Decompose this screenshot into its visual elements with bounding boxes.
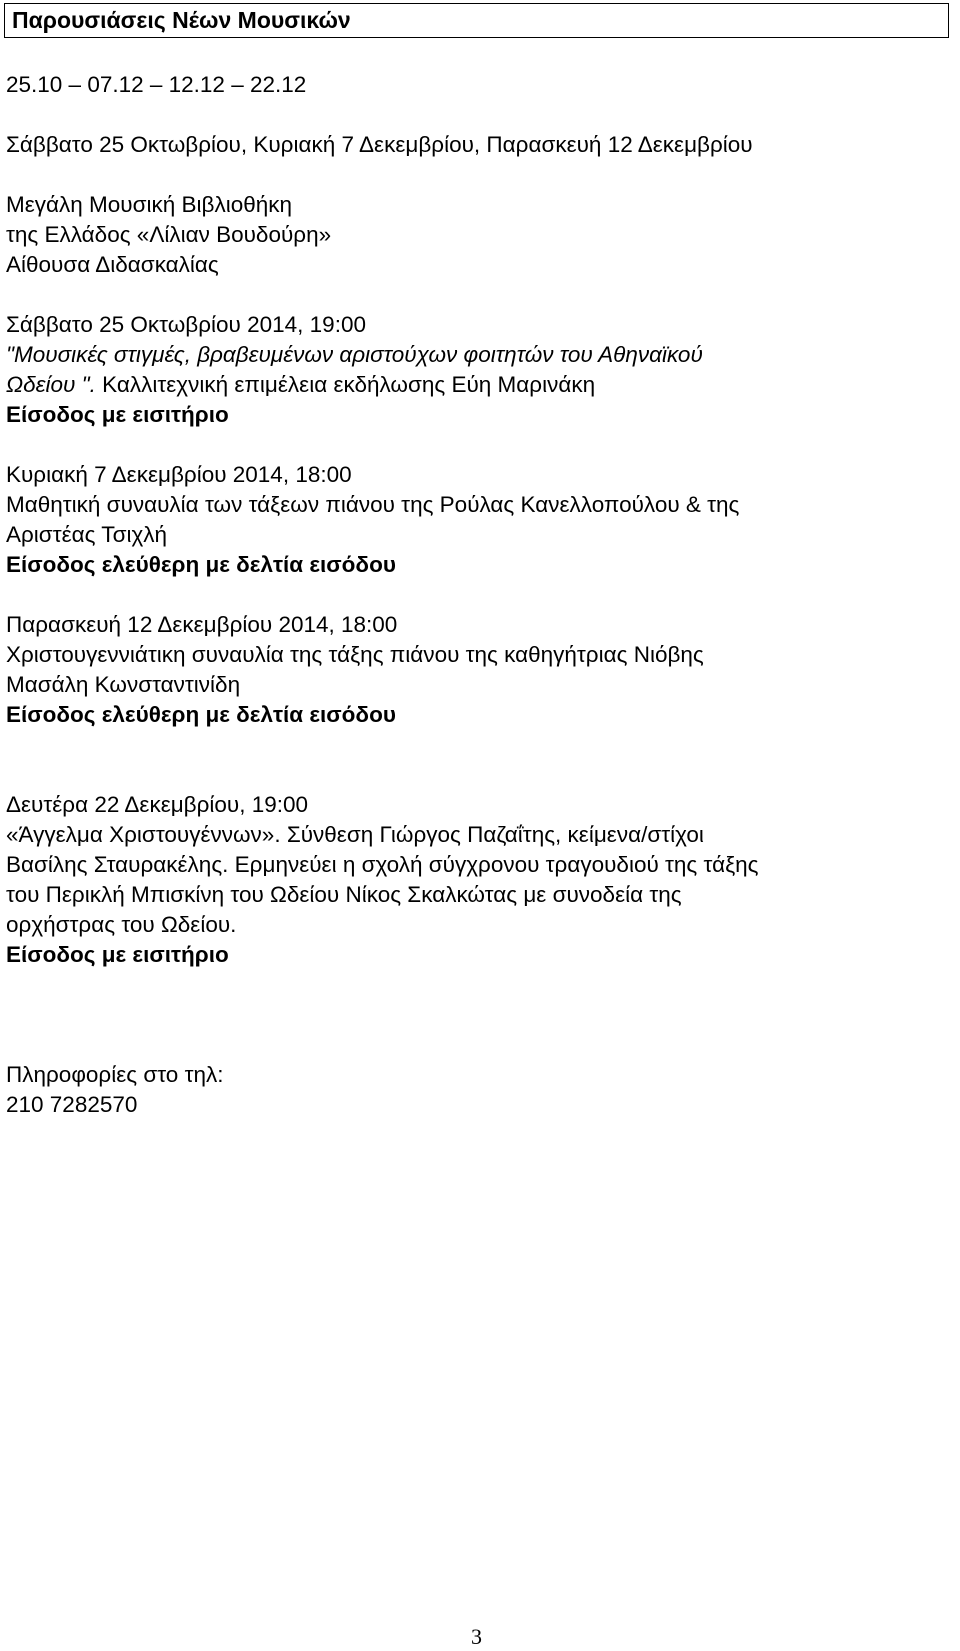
event-3-date: Παρασκευή 12 Δεκεμβρίου 2014, 18:00 [6,612,398,637]
dates-range: 25.10 – 07.12 – 12.12 – 22.12 [6,72,307,97]
info-block [6,1060,954,1120]
event-1 [6,310,954,430]
event-4-desc-3: του Περικλή Μπισκίνη του Ωδείου Νίκος Σκαλκώτας με συνοδεία της [6,882,682,907]
event-2-desc-1: Μαθητική συναυλία των τάξεων πιάνου της Ρούλας Κανελλοπούλου & της [6,492,740,517]
event-2-entry: Είσοδος ελεύθερη με δελτία εισόδου [6,552,396,577]
event-2-date: Κυριακή 7 Δεκεμβρίου 2014, 18:00 [6,462,352,487]
dates-days: Σάββατο 25 Οκτωβρίου, Κυριακή 7 Δεκεμβρίου, Παρασκευή 12 Δεκεμβρίου [6,132,753,157]
event-4-desc-1: «Άγγελμα Χριστουγέννων». Σύνθεση Γιώργος Παζαΐτης, κείμενα/στίχοι [6,822,704,847]
event-3-desc-1: Χριστουγεννιάτικη συναυλία της τάξης πιάνου της καθηγήτριας Νιόβης [6,642,704,667]
event-2 [6,460,954,580]
venue-line-3: Αίθουσα Διδασκαλίας [6,252,219,277]
page-title: Παρουσιάσεις Νέων Μουσικών [4,3,949,38]
event-1-title-2: Ωδείου ". [6,372,96,397]
info-phone: 210 7282570 [6,1092,138,1117]
event-4-entry: Είσοδος με εισιτήριο [6,942,229,967]
event-2-desc-2: Αριστέας Τσιχλή [6,522,168,547]
event-4 [6,790,954,970]
event-1-title-1: "Μουσικές στιγμές, βραβευμένων αριστούχων φοιτητών του Αθηναϊκού [6,342,703,367]
venue-block [6,190,954,280]
event-1-date: Σάββατο 25 Οκτωβρίου 2014, 19:00 [6,312,366,337]
document-body [6,70,954,1120]
venue-line-1: Μεγάλη Μουσική Βιβλιοθήκη [6,192,293,217]
event-4-desc-2: Βασίλης Σταυρακέλης. Ερμηνεύει η σχολή σύγχρονου τραγουδιού της τάξης [6,852,759,877]
event-1-entry: Είσοδος με εισιτήριο [6,402,229,427]
event-4-desc-4: ορχήστρας του Ωδείου. [6,912,237,937]
venue-line-2: της Ελλάδος «Λίλιαν Βουδούρη» [6,222,332,247]
event-3-desc-2: Μασάλη Κωνσταντινίδη [6,672,241,697]
page-number: 3 [471,1624,482,1649]
event-3-entry: Είσοδος ελεύθερη με δελτία εισόδου [6,702,396,727]
info-label: Πληροφορίες στο τηλ: [6,1062,224,1087]
event-3 [6,610,954,730]
event-4-date: Δευτέρα 22 Δεκεμβρίου, 19:00 [6,792,309,817]
event-1-desc: Καλλιτεχνική επιμέλεια εκδήλωσης Εύη Μαρινάκη [95,372,596,397]
